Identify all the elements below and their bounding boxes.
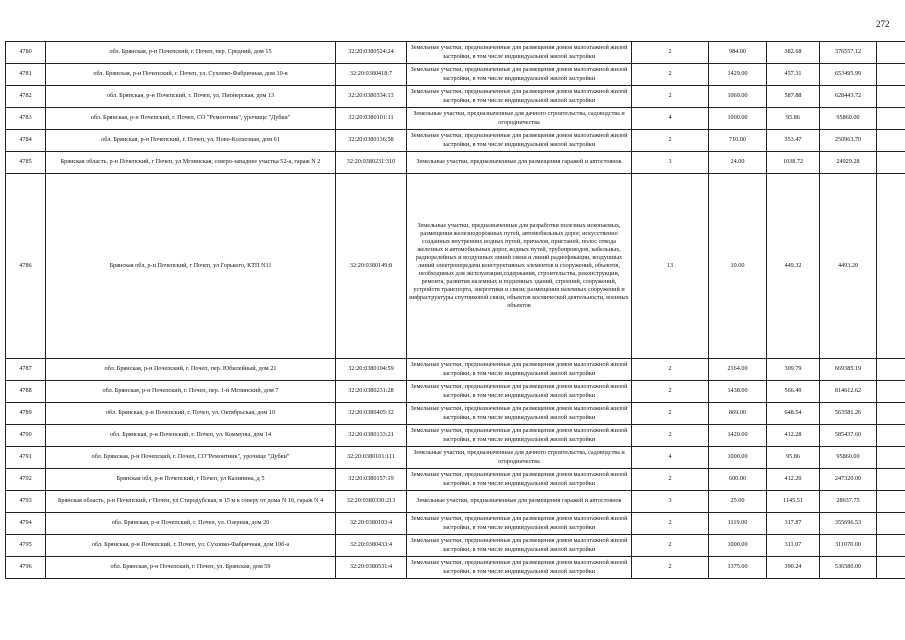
- cadastral-value-cell: 628443.72: [820, 86, 877, 108]
- address-cell: Брянская обл, р-н Почепский, г Почеп, ул Горького, КТП N11: [46, 174, 336, 359]
- cadastral-number-cell: 32:20:0380101:11: [336, 108, 407, 130]
- specific-value-cell: 457.31: [767, 64, 820, 86]
- address-cell: обл. Брянская, р-н Почепский, г. Почеп, ул. Ново-Колхозная, дом 61: [46, 130, 336, 152]
- land-use-cell: Земельные участки, предназначенные для размещения домов малоэтажной жилой застройки, в том числе индивидуальной жилой застройки: [407, 557, 632, 579]
- area-cell: 1000.00: [709, 535, 767, 557]
- cadastral-number-cell: 32:20:0380231:310: [336, 152, 407, 174]
- cadastral-value-cell: 536580.00: [820, 557, 877, 579]
- table-row: [6, 469, 905, 491]
- table-row: [6, 130, 905, 152]
- cadastral-number-cell: 32:20:0380524:24: [336, 42, 407, 64]
- cadastral-number-cell: 32:20:0380157:19: [336, 469, 407, 491]
- address-cell: обл. Брянская, р-н Почепский, г. Почеп, ул. Коммуны, дом 14: [46, 425, 336, 447]
- group-cell: 4: [632, 108, 709, 130]
- land-use-cell: Земельные участки, предназначенные для размещения домов малоэтажной жилой застройки, в том числе индивидуальной жилой застройки: [407, 381, 632, 403]
- land-use-cell: Земельные участки, предназначенные для размещения домов малоэтажной жилой застройки, в том числе индивидуальной жилой застройки: [407, 535, 632, 557]
- area-cell: 1000.00: [709, 447, 767, 469]
- record-number-cell: 4786: [6, 174, 46, 359]
- address-cell: обл. Брянская, р-н Почепский, г. Почеп, ул. Сухопко-Фабричная, дом 10-в: [46, 64, 336, 86]
- record-number-cell: 4789: [6, 403, 46, 425]
- specific-value-cell: 311.07: [767, 535, 820, 557]
- table-row: [6, 359, 905, 381]
- area-cell: 25.00: [709, 491, 767, 513]
- cadastral-number-cell: 32:20:0380531:4: [336, 557, 407, 579]
- address-cell: обл. Брянская, р-н Почепский, г. Почеп, СО "Ремонтник", урочище "Дубки": [46, 108, 336, 130]
- record-number-cell: 4781: [6, 64, 46, 86]
- specific-value-cell: 309.79: [767, 359, 820, 381]
- record-number-cell: 4785: [6, 152, 46, 174]
- area-cell: 1420.00: [709, 425, 767, 447]
- cadastral-number-cell: 32:20:0380103:4: [336, 513, 407, 535]
- specific-value-cell: 317.87: [767, 513, 820, 535]
- land-use-cell: Земельные участки, предназначенные для размещения гаражей и автостоянок: [407, 152, 632, 174]
- empty-cell: [877, 130, 905, 152]
- table-row: [6, 64, 905, 86]
- area-cell: 710.00: [709, 130, 767, 152]
- table-row: [6, 513, 905, 535]
- table-row: [6, 174, 905, 359]
- address-cell: обл. Брянская, р-н Почепский, г. Почеп, СО"Ремонтник", урочище "Дубки": [46, 447, 336, 469]
- cadastral-number-cell: 32:20:0380149:8: [336, 174, 407, 359]
- land-use-cell: Земельные участки, предназначенные для размещения домов малоэтажной жилой застройки, в том числе индивидуальной жилой застройки: [407, 64, 632, 86]
- table-row: [6, 381, 905, 403]
- empty-cell: [877, 381, 905, 403]
- group-cell: 2: [632, 42, 709, 64]
- cadastral-value-cell: 376557.12: [820, 42, 877, 64]
- table-body: [6, 42, 905, 579]
- specific-value-cell: 566.49: [767, 381, 820, 403]
- record-number-cell: 4796: [6, 557, 46, 579]
- area-cell: 984.00: [709, 42, 767, 64]
- group-cell: 2: [632, 513, 709, 535]
- address-cell: обл. Брянская, р-н Почепский, г. Почеп, пер. 1-й Мглинский, дом 7: [46, 381, 336, 403]
- address-cell: обл. Брянская, р-н Почепский, г. Почеп, ул. Озерная, дом 20: [46, 513, 336, 535]
- group-cell: 2: [632, 469, 709, 491]
- specific-value-cell: 1145.51: [767, 491, 820, 513]
- area-cell: 1429.00: [709, 64, 767, 86]
- specific-value-cell: 390.24: [767, 557, 820, 579]
- group-cell: 2: [632, 535, 709, 557]
- land-use-cell: Земельные участки, предназначенные для размещения домов малоэтажной жилой застройки, в том числе индивидуальной жилой застройки: [407, 130, 632, 152]
- cadastral-number-cell: 32:20:0380101:111: [336, 447, 407, 469]
- group-cell: 2: [632, 381, 709, 403]
- area-cell: 10.00: [709, 174, 767, 359]
- page-number: 272: [876, 19, 890, 29]
- table-row: [6, 535, 905, 557]
- land-use-cell: Земельные участки, предназначенные для размещения гаражей и автостоянок: [407, 491, 632, 513]
- address-cell: обл. Брянская, р-н Почепский, г. Почеп, ул. Брянская, дом 59: [46, 557, 336, 579]
- empty-cell: [877, 359, 905, 381]
- area-cell: 869.00: [709, 403, 767, 425]
- address-cell: обл. Брянская, р-н Почепский, г. Почеп, пер. Юбилейный, дом 21: [46, 359, 336, 381]
- cadastral-value-cell: 585437.60: [820, 425, 877, 447]
- table-row: [6, 108, 905, 130]
- cadastral-number-cell: 32:20:0380433:4: [336, 535, 407, 557]
- record-number-cell: 4787: [6, 359, 46, 381]
- table-row: [6, 403, 905, 425]
- cadastral-value-cell: 669385.19: [820, 359, 877, 381]
- specific-value-cell: 648.54: [767, 403, 820, 425]
- group-cell: 2: [632, 425, 709, 447]
- record-number-cell: 4782: [6, 86, 46, 108]
- record-number-cell: 4795: [6, 535, 46, 557]
- cadastral-number-cell: 32:20:0380133:21: [336, 425, 407, 447]
- record-number-cell: 4794: [6, 513, 46, 535]
- cadastral-value-cell: 355696.53: [820, 513, 877, 535]
- empty-cell: [877, 425, 905, 447]
- cadastral-number-cell: 32:20:0380330:213: [336, 491, 407, 513]
- record-number-cell: 4788: [6, 381, 46, 403]
- cadastral-value-cell: 563581.26: [820, 403, 877, 425]
- address-cell: обл. Брянская, р-н Почепский, г. Почеп, ул. Пионерская, дом 13: [46, 86, 336, 108]
- cadastral-value-cell: 95860.00: [820, 108, 877, 130]
- area-cell: 2164.00: [709, 359, 767, 381]
- specific-value-cell: 95.86: [767, 447, 820, 469]
- land-use-cell: Земельные участки, предназначенные для размещения домов малоэтажной жилой застройки, в том числе индивидуальной жилой застройки: [407, 403, 632, 425]
- land-use-cell: Земельные участки, предназначенные для размещения домов малоэтажной жилой застройки, в том числе индивидуальной жилой застройки: [407, 513, 632, 535]
- address-cell: обл. Брянская, р-н Почепский, г. Почеп, ул. Сухопко-Фабричная, дом 10б-а: [46, 535, 336, 557]
- table-row: [6, 557, 905, 579]
- specific-value-cell: 382.68: [767, 42, 820, 64]
- cadastral-value-cell: 653495.99: [820, 64, 877, 86]
- area-cell: 1069.00: [709, 86, 767, 108]
- address-cell: Брянская область, р-н Почепский, г Почеп, ул Стародубская, в 15 м к северу от дома N 10, гараж N 4: [46, 491, 336, 513]
- land-use-cell: Земельные участки, предназначенные для размещения домов малоэтажной жилой застройки, в том числе индивидуальной жилой застройки: [407, 42, 632, 64]
- address-cell: обл. Брянская, р-н Почепский, г. Почеп, ул. Октябрьская, дом 10: [46, 403, 336, 425]
- specific-value-cell: 412.20: [767, 469, 820, 491]
- area-cell: 1375.00: [709, 557, 767, 579]
- table-row: [6, 152, 905, 174]
- record-number-cell: 4791: [6, 447, 46, 469]
- land-use-cell: Земельные участки, предназначенные для размещения домов малоэтажной жилой застройки, в том числе индивидуальной жилой застройки: [407, 425, 632, 447]
- record-number-cell: 4780: [6, 42, 46, 64]
- cadastral-value-cell: 311070.00: [820, 535, 877, 557]
- area-cell: 24.00: [709, 152, 767, 174]
- area-cell: 1438.00: [709, 381, 767, 403]
- cadastral-value-cell: 247320.00: [820, 469, 877, 491]
- land-use-cell: Земельные участки, предназначенные для размещения домов малоэтажной жилой застройки, в том числе индивидуальной жилой застройки: [407, 469, 632, 491]
- group-cell: 3: [632, 152, 709, 174]
- record-number-cell: 4784: [6, 130, 46, 152]
- empty-cell: [877, 108, 905, 130]
- record-number-cell: 4792: [6, 469, 46, 491]
- land-use-cell: Земельные участки, предназначенные для дачного строительства, садоводства и огородничества: [407, 108, 632, 130]
- empty-cell: [877, 491, 905, 513]
- group-cell: 4: [632, 447, 709, 469]
- land-use-cell: Земельные участки, предназначенные для дачного строительства, садоводства и огородничества: [407, 447, 632, 469]
- specific-value-cell: 1038.72: [767, 152, 820, 174]
- area-cell: 1119.00: [709, 513, 767, 535]
- address-cell: Брянская обл, р-н Почепский, г Почеп, ул Калинина, д 5: [46, 469, 336, 491]
- land-use-cell: Земельные участки, предназначенные для размещения домов малоэтажной жилой застройки, в том числе индивидуальной жилой застройки: [407, 359, 632, 381]
- empty-cell: [877, 403, 905, 425]
- empty-cell: [877, 42, 905, 64]
- record-number-cell: 4790: [6, 425, 46, 447]
- empty-cell: [877, 469, 905, 491]
- cadastral-number-cell: 32:20:0380136:58: [336, 130, 407, 152]
- cadastral-number-cell: 32:20:0380231:28: [336, 381, 407, 403]
- specific-value-cell: 353.47: [767, 130, 820, 152]
- area-cell: 600.00: [709, 469, 767, 491]
- empty-cell: [877, 513, 905, 535]
- group-cell: 2: [632, 130, 709, 152]
- cadastral-number-cell: 32:20:0380418:7: [336, 64, 407, 86]
- table-row: [6, 447, 905, 469]
- group-cell: 2: [632, 86, 709, 108]
- cadastral-number-cell: 32:20:0380334:13: [336, 86, 407, 108]
- cadastral-value-cell: 814612.62: [820, 381, 877, 403]
- group-cell: 2: [632, 64, 709, 86]
- cadastral-number-cell: 32:20:0380405:12: [336, 403, 407, 425]
- empty-cell: [877, 64, 905, 86]
- cadastral-number-cell: 32:20:0380104:59: [336, 359, 407, 381]
- cadastral-value-cell: 95860.00: [820, 447, 877, 469]
- address-cell: обл. Брянская, р-н Почепский, г. Почеп, пер. Средний, дом 15: [46, 42, 336, 64]
- group-cell: 3: [632, 491, 709, 513]
- cadastral-value-table: [5, 41, 905, 579]
- empty-cell: [877, 447, 905, 469]
- land-use-cell: Земельные участки, предназначенные для размещения домов малоэтажной жилой застройки, в том числе индивидуальной жилой застройки: [407, 86, 632, 108]
- group-cell: 2: [632, 359, 709, 381]
- empty-cell: [877, 174, 905, 359]
- specific-value-cell: 449.32: [767, 174, 820, 359]
- record-number-cell: 4783: [6, 108, 46, 130]
- group-cell: 13: [632, 174, 709, 359]
- empty-cell: [877, 86, 905, 108]
- specific-value-cell: 587.88: [767, 86, 820, 108]
- table-row: [6, 42, 905, 64]
- empty-cell: [877, 557, 905, 579]
- table-row: [6, 491, 905, 513]
- group-cell: 2: [632, 557, 709, 579]
- group-cell: 2: [632, 403, 709, 425]
- cadastral-value-cell: 24929.28: [820, 152, 877, 174]
- specific-value-cell: 95.86: [767, 108, 820, 130]
- empty-cell: [877, 535, 905, 557]
- cadastral-value-cell: 250963.70: [820, 130, 877, 152]
- table-row: [6, 425, 905, 447]
- address-cell: Брянская область, р-н Почепский, г Почеп, ул Мглинская, северо-западнее участка 52-а, гараж N 2: [46, 152, 336, 174]
- table-row: [6, 86, 905, 108]
- cadastral-value-cell: 28637.75: [820, 491, 877, 513]
- record-number-cell: 4793: [6, 491, 46, 513]
- cadastral-value-cell: 4493.20: [820, 174, 877, 359]
- area-cell: 1000.00: [709, 108, 767, 130]
- land-use-cell: Земельные участки, предназначенные для разработки полезных ископаемых, размещения железнодорожных путей, автомобильных дорог, искусственно созданных внутренних водных путей, причалов, пристаней, полос отвода железных и автомобильных дорог, водных путей, трубопроводов, кабельных, радиорелейных и воздушных линий связи и линий радиофикации, воздушных линий электропередачи конструктивных элементов и сооружений, объектов, необходимых для эксплуатации,содержания, строительства, реконструкции, ремонта, развития наземных и подземных зданий, строений, сооружений, устройств транспорта, энергетики и связи; размещения наземных сооружений и инфраструктуры спутниковой связи, объектов космической деятельности, военных объектов: [407, 174, 632, 359]
- specific-value-cell: 412.28: [767, 425, 820, 447]
- empty-cell: [877, 152, 905, 174]
